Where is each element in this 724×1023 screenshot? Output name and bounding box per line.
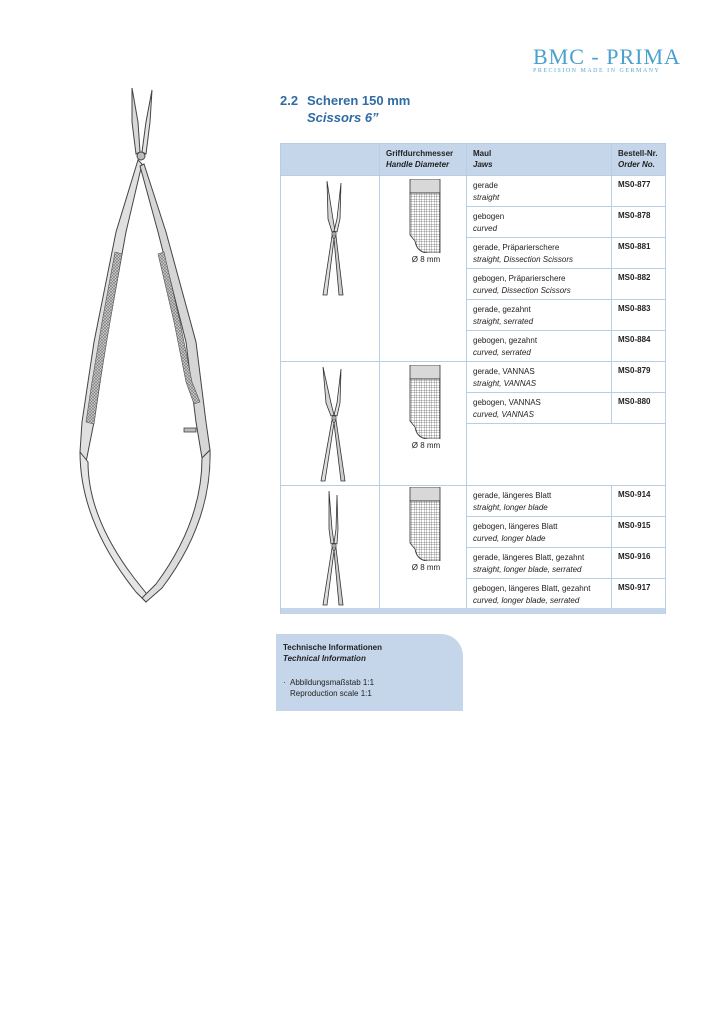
jaw-de: gerade, längeres Blatt [473,491,552,500]
order-number: MS0-878 [618,211,651,220]
jaw-en: curved, VANNAS [473,409,534,419]
jaw-description [473,304,613,327]
header-jaws-en: Jaws [473,160,493,169]
order-number: MS0-882 [618,273,651,282]
column-divider [466,144,467,608]
jaw-de: gebogen, Präparierschere [473,274,566,283]
jaw-de: gerade, Präparierschere [473,243,560,252]
jaw-description [473,490,613,513]
section-title-de: Scheren 150 mm [307,93,411,108]
row-divider [466,578,665,579]
order-number: MS0-916 [618,552,651,561]
jaw-de: gebogen, längeres Blatt, gezahnt [473,584,591,593]
jaw-description [473,335,613,358]
jaw-en: curved, Dissection Scissors [473,285,571,295]
jaw-description [473,273,613,296]
table-header [281,144,665,175]
jaw-description [473,366,613,389]
order-number: MS0-917 [618,583,651,592]
tech-title-en: Technical Information [283,654,366,663]
order-number: MS0-879 [618,366,651,375]
jaw-de: gebogen, gezahnt [473,336,538,345]
jaw-de: gerade, VANNAS [473,367,535,376]
order-number: MS0-884 [618,335,651,344]
order-number: MS0-915 [618,521,651,530]
header-handle-en: Handle Diameter [386,160,450,169]
logo-wordmark: BMC - PRIMA [533,44,681,69]
order-number: MS0-881 [618,242,651,251]
jaw-description [473,521,613,544]
jaw-en: straight, longer blade [473,502,548,512]
jaw-en: straight, longer blade, serrated [473,564,582,574]
group-divider [281,485,665,486]
order-number: MS0-883 [618,304,651,313]
jaw-de: gebogen, VANNAS [473,398,541,407]
jaw-de: gebogen, längeres Blatt [473,522,558,531]
jaw-en: straight, VANNAS [473,378,537,388]
diameter-value: Ø 8 mm [411,563,441,572]
order-number: MS0-914 [618,490,651,499]
jaw-en: curved [473,223,498,233]
diameter-value: Ø 8 mm [411,255,441,264]
table-footer-bar [281,608,665,614]
handle-grid-icon [409,487,441,561]
header-handle-diameter [386,148,453,170]
group-divider [281,175,665,176]
row-divider [466,330,665,331]
row-divider [466,392,665,393]
handle-grid-icon [409,179,441,253]
jaw-en: curved, serrated [473,347,531,357]
section-number: 2.2 [280,93,299,108]
column-divider [611,144,612,175]
jaw-en: straight, serrated [473,316,534,326]
header-jaws-de: Maul [473,149,492,158]
jaw-de: gerade, gezahnt [473,305,531,314]
header-jaws [473,148,493,170]
jaw-description [473,397,613,420]
tech-info-item [283,677,456,699]
header-order-en: Order No. [618,160,655,169]
scissors-illustration [66,82,226,610]
header-order-no [618,148,658,170]
section-title-en: Scissors 6” [307,110,379,125]
group-divider [281,361,665,362]
jaw-description [473,552,613,575]
scissors-thumbnail [307,489,357,607]
jaw-description [473,583,613,606]
row-divider [466,299,665,300]
order-number: MS0-880 [618,397,651,406]
row-divider [466,547,665,548]
diameter-value: Ø 8 mm [411,441,441,450]
jaw-de: gerade, längeres Blatt, gezahnt [473,553,585,562]
product-table [280,143,666,614]
jaw-description [473,180,613,203]
jaw-en: curved, longer blade, serrated [473,595,580,605]
header-order-de: Bestell-Nr. [618,149,658,158]
tech-item-en: Reproduction scale 1:1 [290,689,372,698]
row-divider [466,423,665,424]
column-divider [379,144,380,608]
row-divider [466,268,665,269]
jaw-en: curved, longer blade [473,533,546,543]
row-divider [466,206,665,207]
header-handle-de: Griffdurchmesser [386,149,454,158]
scissors-thumbnail [307,365,357,483]
jaw-de: gebogen [473,212,505,221]
brand-logo [533,44,681,74]
row-divider [466,516,665,517]
scissors-thumbnail [307,179,357,297]
handle-grid-icon [409,365,441,439]
tech-title-de: Technische Informationen [283,643,382,652]
jaw-description [473,211,613,234]
bullet-icon: · [283,678,286,687]
tech-item-de: Abbildungsmaßstab 1:1 [290,678,375,687]
order-number: MS0-877 [618,180,651,189]
jaw-description [473,242,613,265]
row-divider [466,237,665,238]
jaw-en: straight, Dissection Scissors [473,254,574,264]
jaw-en: straight [473,192,500,202]
logo-tagline: PRECISION MADE IN GERMANY [533,68,661,74]
technical-info-box [276,634,463,711]
jaw-de: gerade [473,181,498,190]
